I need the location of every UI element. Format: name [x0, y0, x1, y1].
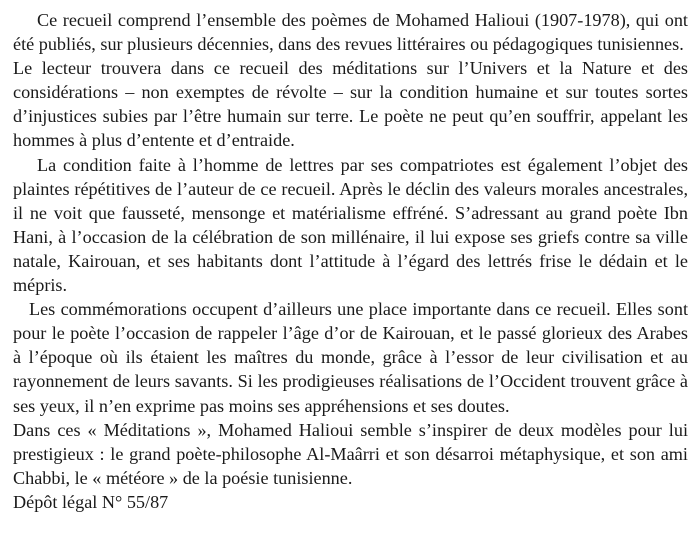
paragraph-man-of-letters: La condition faite à l’homme de lettres par ses compatriotes est également l’objet des plaintes répétitives de l’auteur de ce recueil. Après le déclin des valeurs morales ancestrales, il ne voit que fausseté, mensonge et matérialisme effréné. S’adressant au grand poète Ibn Hani, à l’occasion de la célébration de son millénaire, il lui expose ses griefs contre sa ville natale, Kairouan, et ses habitants dont l’attitude à l’égard des lettrés frise le dédain et le mépris. — [13, 154, 688, 296]
paragraph-models: Dans ces « Méditations », Mohamed Halioui semble s’inspirer de deux modèles pour lui prestigieux : le grand poète-philosophe Al-Maârri et son désarroi métaphysique, et son ami Chabbi, le « météore » de la poésie tunisienne. — [13, 419, 688, 488]
paragraph-meditations: Le lecteur trouvera dans ce recueil des méditations sur l’Univers et la Nature et des considérations – non exemptes de révolte – sur la condition humaine et sur toutes sortes d’injustices subies par l’être humain sur terre. Le poète ne peut qu’en souffrir, appelant les hommes à plus d’entente et d’entraide. — [13, 58, 688, 151]
paragraph-intro: Ce recueil comprend l’ensemble des poèmes de Mohamed Halioui (1907-1978), qui ont été publiés, sur plusieurs décennies, dans des revues littéraires ou pédagogiques tunisiennes. — [13, 10, 688, 55]
legal-deposit: Dépôt légal N° 55/87 — [13, 491, 169, 512]
document-page — [13, 8, 688, 514]
paragraph-commemorations: Les commémorations occupent d’ailleurs une place importante dans ce recueil. Elles sont pour le poète l’occasion de rappeler l’âge d’or de Kairouan, et le passé glorieux des Arabes à l’époque où ils étaient les maîtres du monde, grâce à l’essor de leur civilisation et au rayonnement de leurs savants. Si les prodigieuses réalisations de l’Occident trouvent grâce à ses yeux, il n’en exprime pas moins ses appréhensions et ses doutes. — [13, 299, 688, 416]
